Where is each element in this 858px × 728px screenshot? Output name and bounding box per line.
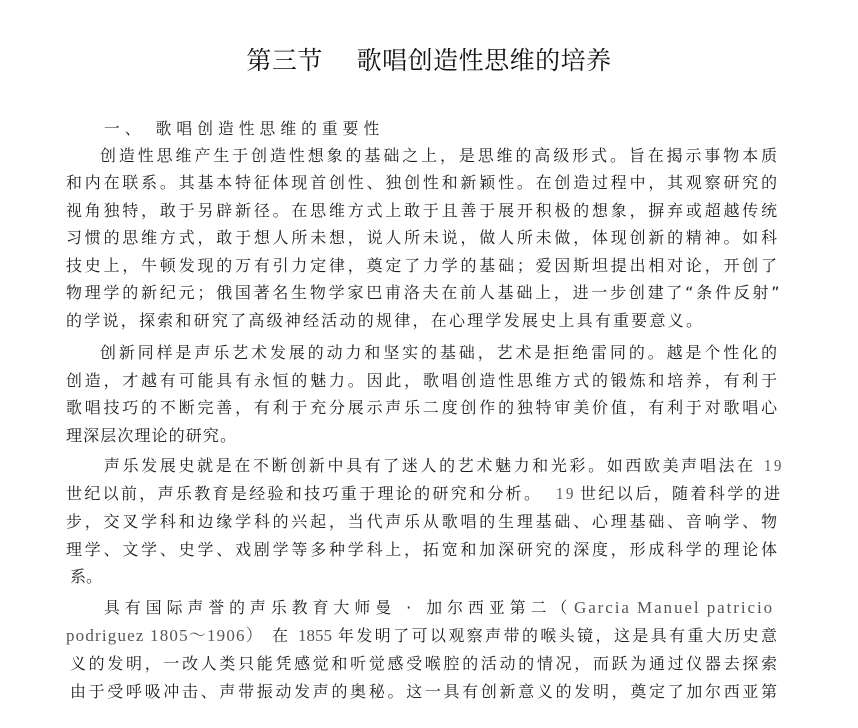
text-line: 由于受呼吸冲击、声带振动发声的奥秘。这一具有创新意义的发明，奠定了加尔西亚第	[70, 682, 780, 701]
text-line: 世纪以前，声乐教育是经验和技巧重于理论的研究和分析。	[66, 484, 543, 503]
section-title: 第三节 歌唱创造性思维的培养	[246, 46, 612, 75]
text-line: 年发明了可以观察声带的喉头镜，这是具有重大历史意	[338, 626, 780, 645]
text-line: 理深层次理论的研究。	[66, 426, 238, 445]
text-line: podriguez 1805～1906）	[66, 626, 264, 645]
text-line: 视角独特，敢于另辟新径。在思维方式上敢于且善于展开积极的想象，摒弃或超越传统	[66, 201, 780, 220]
text-line: 理学、文学、史学、戏剧学等多种学科上，拓宽和加深研究的深度，形成科学的理论体	[66, 540, 780, 559]
text-line: 歌唱技巧的不断完善，有利于充分展示声乐二度创作的独特审美价值，有利于对歌唱心	[66, 398, 780, 417]
text-line: 和内在联系。其基本特征体现首创性、独创性和新颖性。在创造过程中，其观察研究的	[66, 173, 780, 192]
text-line: 世纪以后，随着科学的进	[580, 484, 783, 503]
text-line: 系。	[70, 567, 103, 586]
text-line: 义的发明，一改人类只能凭感觉和听觉感受喉腔的活动的情况，而跃为通过仪器去探索	[70, 654, 780, 673]
text-line: 在	[272, 626, 289, 645]
text-line: 创造性思维产生于创造性想象的基础之上，是思维的高级形式。旨在揭示事物本质	[100, 146, 780, 165]
text-line: 1855	[298, 626, 332, 645]
text-line: 步，交叉学科和边缘学科的兴起，当代声乐从歌唱的生理基础、心理基础、音响学、物	[66, 512, 780, 531]
text-line: 的学说，探索和研究了高级神经活动的规律，在心理学发展史上具有重要意义。	[66, 311, 705, 330]
text-line: 创新同样是声乐艺术发展的动力和坚实的基础，艺术是拒绝雷同的。越是个性化的	[100, 343, 780, 362]
text-line: Garcia Manuel patricio	[574, 598, 775, 617]
text-line: 具有国际声誉的声乐教育大师曼 · 加尔西亚第二（	[104, 598, 573, 617]
text-line: 习惯的思维方式，敢于想人所未想，说人所未说，做人所未做，体现创新的精神。如科	[66, 228, 780, 247]
text-line: 19	[764, 456, 784, 475]
text-line: 技史上，牛顿发现的万有引力定律，奠定了力学的基础；爱因斯坦提出相对论，开创了	[66, 256, 780, 275]
text-line: 一、 歌唱创造性思维的重要性	[104, 119, 385, 138]
text-line: 声乐发展史就是在不断创新中具有了迷人的艺术魅力和光彩。如西欧美声唱法在	[104, 456, 756, 475]
text-line: 物理学的新纪元；俄国著名生物学家巴甫洛夫在前人基础上，进一步创建了“条件反射”	[66, 283, 783, 302]
text-line: 创造，才越有可能具有永恒的魅力。因此，歌唱创造性思维方式的锻炼和培养，有利于	[66, 371, 780, 390]
text-line: 19	[556, 484, 576, 503]
